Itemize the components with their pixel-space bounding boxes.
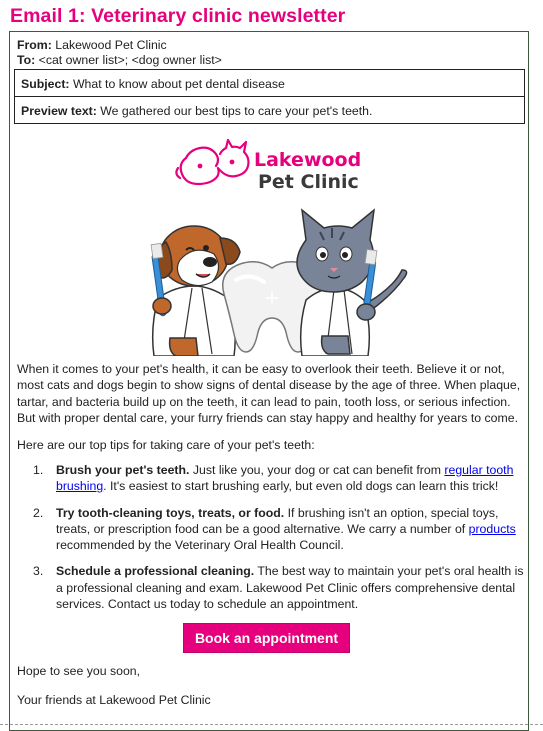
products-link[interactable]: products	[468, 521, 516, 536]
tip-text-after: recommended by the Veterinary Oral Health Council.	[56, 538, 344, 553]
logo-line2: Pet Clinic	[258, 171, 359, 193]
email-header	[17, 38, 222, 68]
intro-paragraph: When it comes to your pet's health, it can be easy to overlook their teeth. Believe it or not, most cats and dogs begin to show signs of dental disease by the age of three. When plaque, tartar, and bacteria build up on the teeth, it can lead to pain, tooth loss, or serious infection. But with proper dental care, your furry friends can stay happy and healthy for years to come.	[17, 362, 521, 425]
closing-line: Hope to see you soon,	[17, 664, 141, 678]
subject-box	[14, 69, 525, 97]
page-title: Email 1: Veterinary clinic newsletter	[10, 5, 346, 27]
tip-number: 2.	[33, 505, 44, 520]
preview-label: Preview text:	[21, 104, 97, 118]
preview-value: We gathered our best tips to care your pet's teeth.	[100, 104, 373, 118]
clinic-logo	[176, 140, 361, 193]
signature: Your friends at Lakewood Pet Clinic	[17, 693, 211, 707]
tips-list	[33, 462, 528, 622]
from-value: Lakewood Pet Clinic	[55, 38, 167, 52]
list-item	[33, 505, 528, 554]
tip-text-after: . It's easiest to start brushing early, but even old dogs can learn this trick!	[103, 479, 499, 494]
tip-number: 3.	[33, 564, 44, 579]
page-divider	[0, 724, 543, 725]
tip-title: Schedule a professional cleaning.	[56, 564, 255, 579]
from-row	[17, 38, 222, 53]
tip-title: Brush your pet's teeth.	[56, 463, 190, 477]
to-row	[17, 53, 222, 68]
cat-doctor-icon	[297, 210, 407, 356]
book-appointment-button[interactable]: Book an appointment	[183, 623, 350, 653]
subject-label: Subject:	[21, 77, 70, 91]
list-item	[33, 462, 528, 495]
preview-box	[14, 96, 525, 124]
tooth-brushing-link[interactable]: regular tooth brushing	[56, 463, 514, 494]
tip-text: The best way to maintain your pet's oral health is a professional cleaning and exam. Lakewood Pet Clinic offers comprehensive dental services. Contact us today to schedule an appointment.	[56, 564, 524, 612]
tip-number: 1.	[33, 463, 44, 477]
subject-value: What to know about pet dental disease	[72, 77, 285, 91]
tips-intro: Here are our top tips for taking care of your pet's teeth:	[17, 438, 315, 452]
from-label: From:	[17, 38, 52, 52]
email-frame	[9, 31, 529, 731]
pet-outline-logo-icon	[176, 140, 248, 184]
to-value: <cat owner list>; <dog owner list>	[38, 53, 222, 67]
list-item	[33, 563, 528, 612]
to-label: To:	[17, 53, 36, 67]
tip-title: Try tooth-cleaning toys, treats, or food.	[56, 505, 285, 520]
tip-text: If brushing isn't an option, special toys, treats, or prescription food can be a good alternative. We carry a number of	[56, 505, 499, 536]
logo-line1: Lakewood	[254, 149, 362, 171]
clinic-illustration	[10, 128, 530, 356]
tip-text: Just like you, your dog or cat can benefit from	[189, 463, 445, 477]
